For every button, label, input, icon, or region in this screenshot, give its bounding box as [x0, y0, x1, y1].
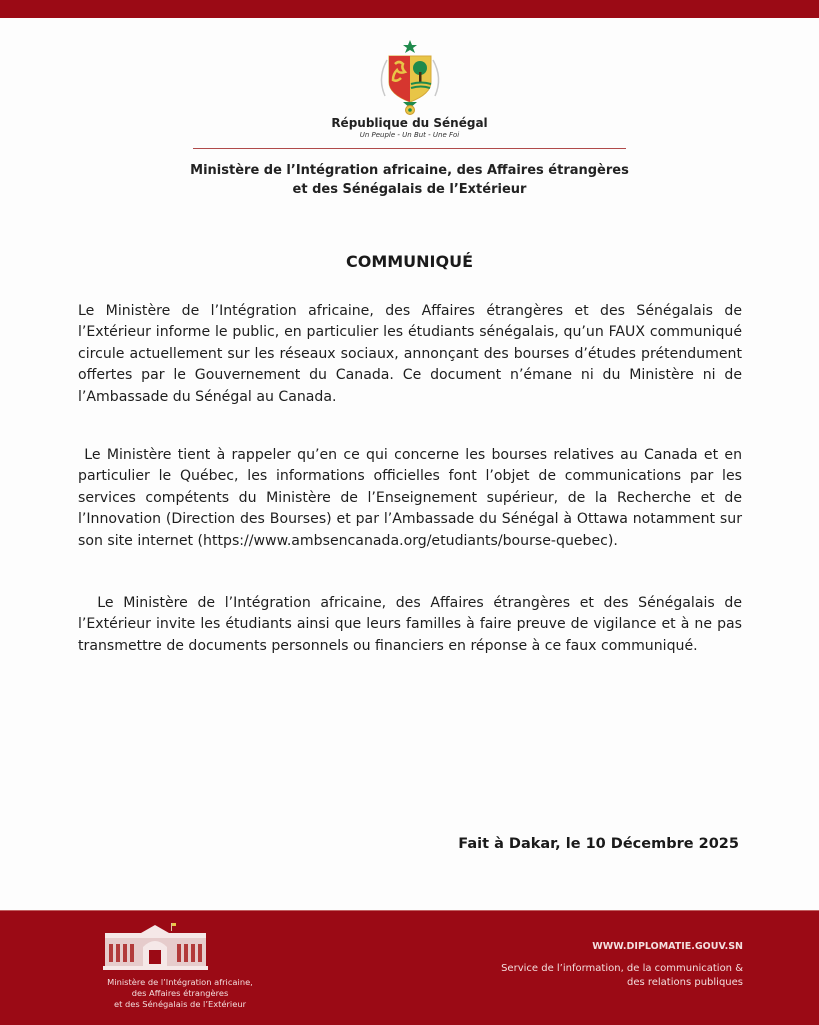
footer: [0, 910, 819, 1025]
footer-ministry-line3: et des Sénégalais de l’Extérieur: [113, 999, 247, 1009]
paragraph-2: Le Ministère tient à rappeler qu’en ce qui concerne les bourses relatives au Canada et en particulier le Québec, les informations officielles font l’objet de communications par les services compétents du Ministère de l’Enseignement supérieur, de la Recherche et de l’Innovation (Direction des Bourses) et par l’Ambassade du Sénégal à Ottawa notamment sur son site internet (https://www.ambsencanada.org/etudiants/bourse-quebec).: [78, 447, 747, 549]
ministry-name-line1: Ministère de l’Intégration africaine, des Affaires étrangères: [190, 163, 629, 178]
service-line2: des relations publiques: [626, 977, 743, 988]
top-banner: [0, 0, 819, 18]
paragraph-3: Le Ministère de l’Intégration africaine, des Affaires étrangères et des Sénégalais de l’Extérieur invite les étudiants ainsi que leurs familles à faire preuve de vigilance et à ne pas transmettre de documents personnels ou financiers en réponse à ce faux communiqué.: [78, 595, 747, 654]
service-name: [443, 962, 743, 990]
national-motto: Un Peuple - Un But - Une Foi: [359, 131, 460, 139]
footer-ministry-line2: des Affaires étrangères: [131, 988, 229, 998]
website-link[interactable]: WWW.DIPLOMATIE.GOUV.SN: [592, 941, 743, 952]
ministry-name-line2: et des Sénégalais de l’Extérieur: [292, 182, 527, 197]
document-title: COMMUNIQUÉ: [345, 252, 474, 271]
senegal-coat-of-arms-icon: [375, 38, 445, 116]
republic-name: République du Sénégal: [331, 116, 488, 130]
footer-ministry-line1: Ministère de l’Intégration africaine,: [107, 977, 253, 987]
service-line1: Service de l’information, de la communication &: [501, 963, 743, 974]
paragraph-1: Le Ministère de l’Intégration africaine, des Affaires étrangères et des Sénégalais de l’Extérieur informe le public, en particulier les étudiants sénégalais, qu’un FAUX communiqué circule actuellement sur les réseaux sociaux, annonçant des bourses d’études prétendument offertes par le Gouvernement du Canada. Ce document n’émane ni du Ministère ni de l’Ambassade du Sénégal au Canada.: [78, 303, 742, 405]
footer-ministry-name: [60, 977, 300, 1010]
header-divider: [193, 148, 626, 149]
ministry-name: [0, 161, 819, 199]
place-and-date: Fait à Dakar, le 10 Décembre 2025: [458, 836, 739, 852]
ministry-building-icon: [103, 923, 208, 971]
